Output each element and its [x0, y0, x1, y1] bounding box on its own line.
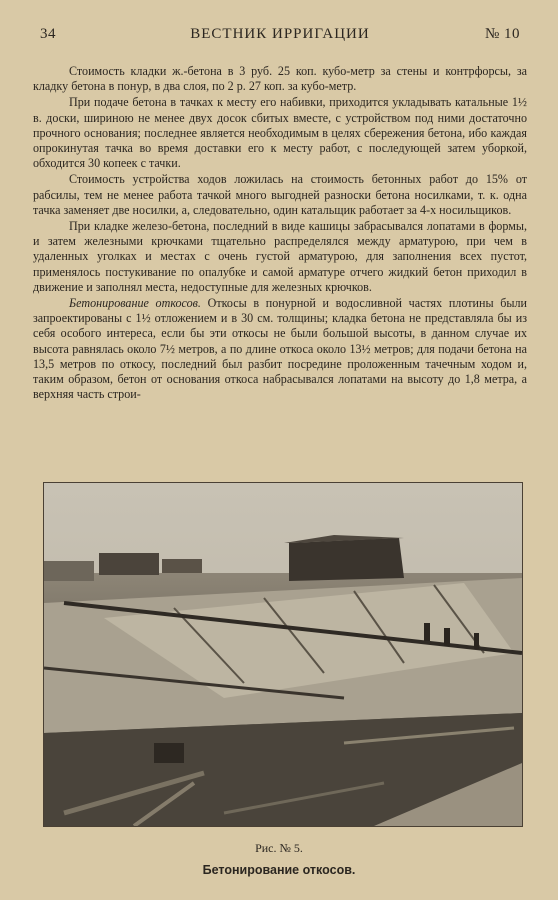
section-lead: Бетонирование откосов.: [69, 296, 201, 311]
paragraph: Стоимость кладки ж.-бетона в 3 руб. 25 коп. кубо-метр за стены и контрфорсы, за кладку бетона в понур, в два слоя, по 2 р. 27 коп. за кубо-метр.: [33, 64, 527, 94]
running-header: [40, 26, 520, 48]
page-number: 34: [40, 26, 56, 42]
figure-title: Бетонирование откосов.: [202, 863, 356, 877]
photograph: [44, 483, 522, 826]
issue-number: № 10: [484, 26, 520, 42]
article-body: [33, 64, 527, 403]
paragraph-text: Откосы в понурной и водосливной частях плотины были запроектированы с 1½ отложением и в 30 см. толщины; кладка бетона не представляла бы из себя особого интереса, если бы эти откосы не были большой высоты, в данном случае их высота равнялась около 7½ метров, а по длине откоса около 13½ метров; для подачи бетона на 13,5 метров по откосу, последний был разбит посредине проложенным тачечным ходом и, таким образом, бетон от основания откоса набрасывался лопатами на высоту до 1,8 метра, а верхняя часть строи-: [33, 296, 527, 402]
paragraph: При подаче бетона в тачках к месту его набивки, приходится укладывать катальные 1½ в. доски, шириною не менее двух досок сбитых вместе, с устройством под ними достаточно прочного основания; последнее является необходимым в целях сбережения бетона, ибо каждая опрокинутая тачка во время доставки его к месту работ, с последующей затем уборкой, обходится 30 копеек с тачки.: [33, 95, 527, 171]
paragraph: [33, 296, 527, 402]
paragraph: При кладке железо-бетона, последний в виде кашицы забрасывался лопатами в формы, и затем железными крючками тщательно распределялся между арматурою, при чем в удаленных уголках и местах с очень густой арматурою, для заполнения всех пустот, применялось постукивание по опалубке и самой арматуре отчего жидкий бетон приходил в движение и заполнял места, недоступные для железных крючков.: [33, 219, 527, 294]
journal-title: ВЕСТНИК ИРРИГАЦИИ: [190, 26, 370, 42]
figure-caption: Рис. № 5.: [255, 841, 303, 855]
photo-concreting-slopes: [43, 482, 523, 827]
paragraph: Стоимость устройства ходов ложилась на стоимость бетонных работ до 15% от рабсилы, тем не менее работа тачкой много выгодней разноски бетона носилками, т. к. одна тачка заменяет две носилки, а, следовательно, один катальщик работает за 4-х носильщиков.: [33, 172, 527, 217]
